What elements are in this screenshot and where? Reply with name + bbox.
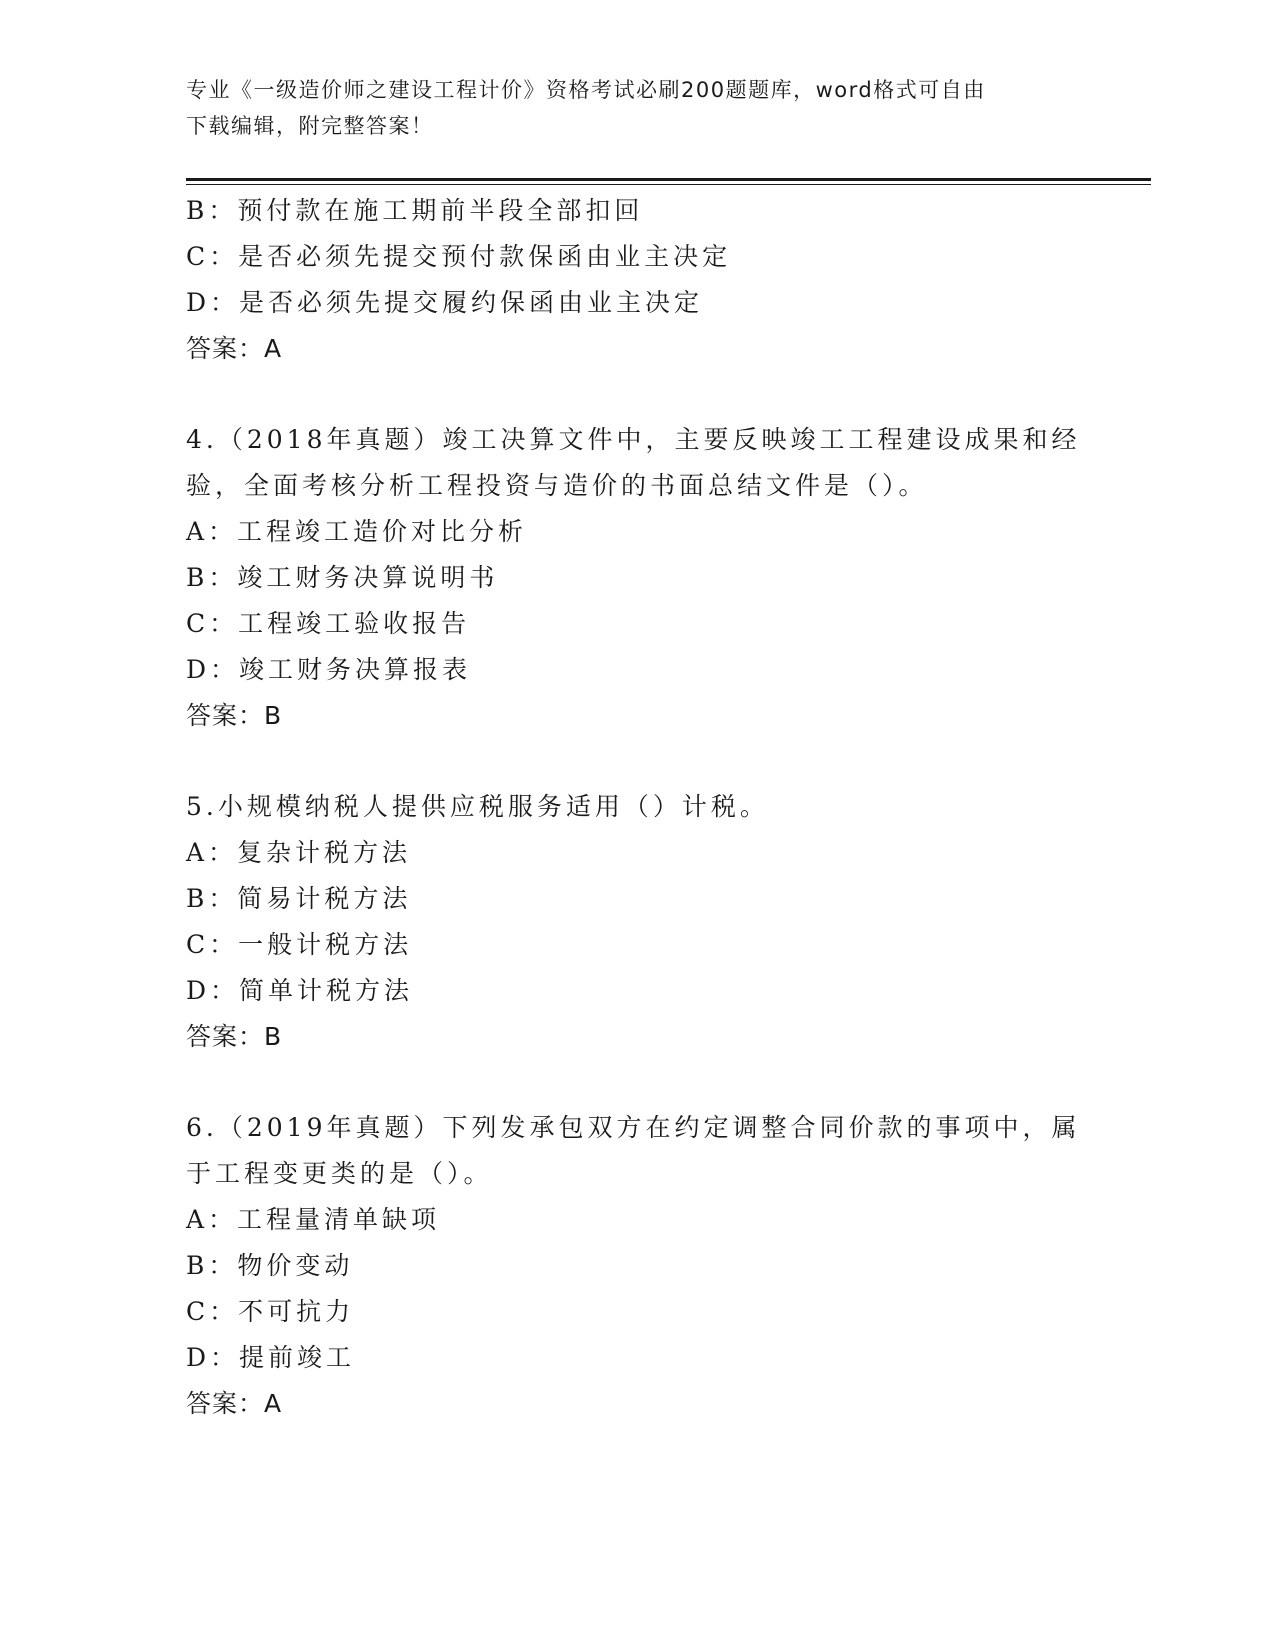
header-line-2: 下载编辑，附完整答案！ <box>186 114 434 138</box>
answer-line: 答案：B <box>186 701 283 730</box>
option-c: C：是否必须先提交预付款保函由业主决定 <box>186 242 732 271</box>
header-line-1: 专业《一级造价师之建设工程计价》资格考试必刷200题题库，word格式可自由 <box>186 78 986 102</box>
option-d: D：竣工财务决算报表 <box>186 655 472 684</box>
question-6 <box>186 1105 1081 1427</box>
option-a: A：工程量清单缺项 <box>186 1205 441 1234</box>
option-b: B：预付款在施工期前半段全部扣回 <box>186 196 644 225</box>
question-stem-line-2: 于工程变更类的是（）。 <box>186 1159 493 1188</box>
question-list <box>186 188 1081 1427</box>
option-b: B：简易计税方法 <box>186 884 412 913</box>
document-header <box>186 72 1066 144</box>
question-stem-line-1: 4.（2018年真题）竣工决算文件中，主要反映竣工工程建设成果和经 <box>186 425 1081 454</box>
question-stem-line-1: 6.（2019年真题）下列发承包双方在约定调整合同价款的事项中，属 <box>186 1113 1081 1142</box>
question-stem-line-2: 验，全面考核分析工程投资与造价的书面总结文件是（）。 <box>186 471 928 500</box>
option-c: C：工程竣工验收报告 <box>186 609 471 638</box>
option-b: B：物价变动 <box>186 1251 354 1280</box>
option-a: A：复杂计税方法 <box>186 838 412 867</box>
option-c: C：不可抗力 <box>186 1297 355 1326</box>
option-d: D：是否必须先提交履约保函由业主决定 <box>186 288 704 317</box>
header-divider-thick <box>186 178 1151 181</box>
answer-line: 答案：A <box>186 334 283 363</box>
question-4 <box>186 417 1081 739</box>
option-d: D：提前竣工 <box>186 1343 356 1372</box>
option-a: A：工程竣工造价对比分析 <box>186 517 528 546</box>
question-5 <box>186 784 1066 1060</box>
question-3-tail <box>186 188 1066 372</box>
header-divider-thin <box>186 184 1151 185</box>
question-stem-line-1: 5.小规模纳税人提供应税服务适用（）计税。 <box>186 792 769 821</box>
option-d: D：简单计税方法 <box>186 976 414 1005</box>
option-b: B：竣工财务决算说明书 <box>186 563 499 592</box>
option-c: C：一般计税方法 <box>186 930 413 959</box>
question-gap <box>186 1060 1066 1105</box>
question-gap <box>186 739 1066 784</box>
question-gap <box>186 372 1066 417</box>
answer-line: 答案：A <box>186 1389 283 1418</box>
answer-line: 答案：B <box>186 1022 283 1051</box>
